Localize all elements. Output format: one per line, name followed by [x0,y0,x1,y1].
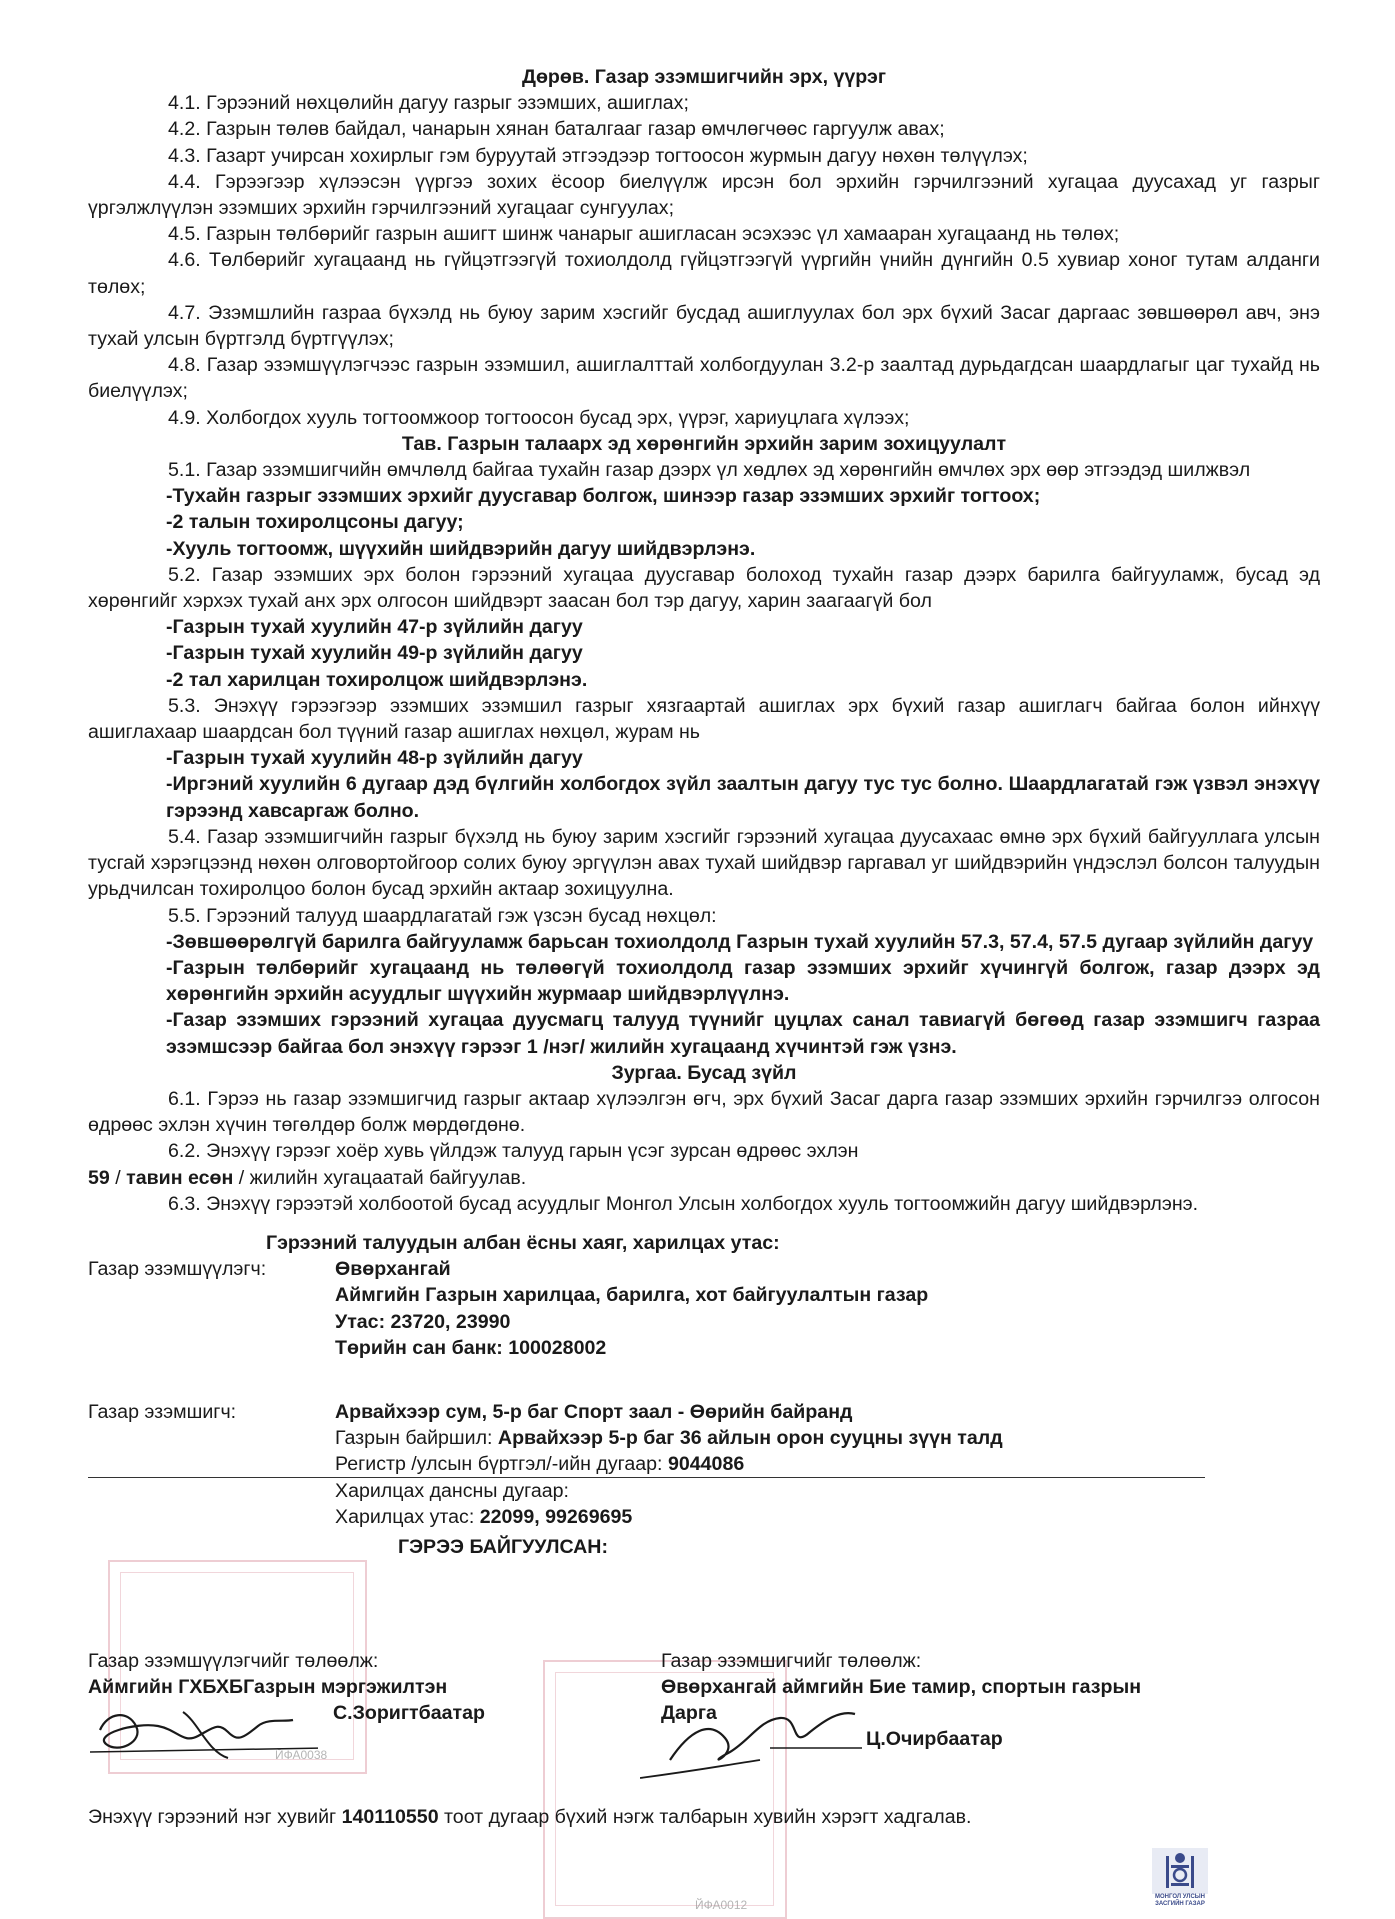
item-4-5: 4.5. Газрын төлбөрийг газрын ашигт шинж чанарыг ашигласан эсэхээс үл хамааран хугацаанд нь төлөх; [168,223,1120,246]
item-5-2-bullet: -Газрын тухай хуулийн 49-р зүйлийн дагуу [166,642,583,665]
item-5-1-bullet: -Тухайн газрыг эзэмших эрхийг дуусгавар болгож, шинээр газар эзэмших эрхийг тогтоох; [166,485,1041,508]
grantor-name: Өвөрхангай [335,1258,451,1281]
item-4-4: 4.4. Гэрээгээр хүлээсэн үүргээ зохих ёсоор биелүүлж ирсэн бол эрхийн гэрчилгээний хугацаа дуусахад уг газрыг үргэлжлүүлэн эзэмших эрхийн гэрчилгээний хугацааг сунгуулах; [88,170,1320,220]
stamp-left-code: ЙФА0038 [275,1748,328,1762]
right-name: Ц.Очирбаатар [866,1728,1003,1750]
item-4-7: 4.7. Эзэмшлийн газраа бүхэлд нь буюу зарим хэсгийг бусдад ашиглуулах бол эрх бүхий Засаг даргаас зөвшөөрөл авч, энэ тухай улсын бүртгэлд бүртгүүлэх; [88,301,1320,351]
section5-title: Тав. Газрын талаарх эд хөрөнгийн эрхийн зарим зохицуулалт [401,432,1007,455]
account-number: Харилцах дансны дугаар: [335,1479,569,1502]
logo-caption: МОНГОЛ УЛСЫН ЗАСГИЙН ГАЗАР [1155,1894,1205,1907]
holder-address: Арвайхээр сум, 5-р баг Спорт заал - Өөрийн байранд [335,1400,853,1423]
soyombo-emblem-icon [1152,1848,1208,1894]
holder-label: Газар эзэмшигч: [88,1400,237,1423]
contacts-title: Гэрээний талуудын албан ёсны хаяг, харилцах утас: [266,1231,780,1254]
item-5-3: 5.3. Энэхүү гэрээгээр эзэмших эзэмшил газрыг хязгаартай ашиглах эрх бүхий газар ашиглагч байгаа болон ийнхүү ашиглахаар шаардсан бол түүний газар ашиглах нөхцөл, журам нь [88,694,1320,744]
register-number: Регистр /улсын бүртгэл/-ийн дугаар: 9044086 [335,1453,745,1476]
section6-title: Зургаа. Бусад зүйл [611,1061,797,1084]
item-5-2-bullet: -Газрын тухай хуулийн 47-р зүйлийн дагуу [166,616,583,639]
right-org: Өвөрхангай аймгийн Бие тамир, спортын газрын [661,1676,1142,1698]
grantor-label: Газар эзэмшүүлэгч: [88,1258,267,1281]
item-5-3-bullet: -Иргэний хуулийн 6 дугаар дэд бүлгийн холбогдох зүйл заалтын дагуу тус тус болно. Шаардлагатай гэж үзвэл энэхүү гэрээнд хавсаргаж болно. [166,773,1320,822]
item-5-5-bullet: -Газрын төлбөрийг хугацаанд нь төлөөгүй тохиолдолд газар эзэмших эрхийг хүчингүй болгож, газар дээрх эд хөрөнгийн эрхийн асуудлыг шүүхийн журмаар шийдвэрлүүлнэ. [166,956,1320,1006]
item-5-5: 5.5. Гэрээний талууд шаардлагатай гэж үзсэн бусад нөхцөл: [168,904,717,927]
grantor-org: Аймгийн Газрын харилцаа, барилга, хот байгуулалтын газар [335,1284,929,1307]
contract-body [88,64,1320,1560]
grantor-bank: Төрийн сан банк: 100028002 [335,1336,607,1359]
item-6-2: 6.2. Энэхүү гэрээг хоёр хувь үйлдэж талууд гарын үсэг зурсан өдрөөс эхлэн [168,1140,859,1163]
left-name: С.Зоригтбаатар [333,1702,485,1724]
item-4-2: 4.2. Газрын төлөв байдал, чанарын хянан баталгааг газар өмчлөгчөөс гаргуулж авах; [168,118,945,141]
grantor-phone: Утас: 23720, 23990 [335,1310,511,1333]
signatures-title: ГЭРЭЭ БАЙГУУЛСАН: [398,1535,608,1558]
grantor-row [88,1256,1320,1282]
item-5-1-bullet: -Хууль тогтоомж, шүүхийн шийдвэрийн дагуу шийдвэрлэнэ. [166,537,756,560]
divider [88,1477,1205,1478]
land-location: Газрын байршил: Арвайхээр 5-р баг 36 айлын орон сууцны зүүн талд [335,1427,1003,1450]
item-5-3-bullet: -Газрын тухай хуулийн 48-р зүйлийн дагуу [166,747,583,770]
holder-row [88,1399,1320,1425]
item-6-3: 6.3. Энэхүү гэрээтэй холбоотой бусад асуудлыг Монгол Улсын холбогдох хууль тогтоомжийн дагуу шийдвэрлэнэ. [168,1192,1199,1215]
left-signature-scribble [88,1692,318,1772]
item-5-2: 5.2. Газар эзэмших эрх болон гэрээний хугацаа дуусгавар болоход тухайн газар дээрх барилга байгууламж, бусад эд хөрөнгийг хэрхэх тухай анх эрх олгосон шийдвэрт заасан бол тэр дагуу, харин заагаагүй бол [88,563,1320,613]
item-5-2-bullet: -2 тал харилцан тохиролцож шийдвэрлэнэ. [166,668,588,691]
right-role: Газар эзэмшигчийг төлөөлж: [661,1650,922,1672]
item-4-1: 4.1. Гэрээний нөхцөлийн дагуу газрыг эзэмших, ашиглах; [168,92,689,115]
item-5-5-bullet: -Газар эзэмших гэрээний хугацаа дуусмагц талууд түүнийг цуцлах санал тавиагүй бөгөөд газар эзэмшигч газраа эзэмшсээр байгаа бол энэхүү гэрээг 1 /нэг/ жилийн хугацаанд хүчинтэй гэж үзнэ. [166,1009,1320,1058]
right-signature-scribble [640,1690,870,1785]
item-6-2-term: 59 / тавин есөн / жилийн хугацаатай байгуулав. [88,1166,527,1189]
item-4-3: 4.3. Газарт учирсан хохирлыг гэм буруутай этгээдээр тогтоосон журмын дагуу нөхөн төлүүлэх; [168,144,1028,167]
section4-title: Дөрөв. Газар эзэмшигчийн эрх, үүрэг [521,66,886,88]
item-5-5-bullet: -Зөвшөөрөлгүй барилга байгууламж барьсан тохиолдолд Газрын тухай хуулийн 57.3, 57.4, 57.5 дугаар зүйлийн дагуу [166,930,1314,953]
item-5-1: 5.1. Газар эзэмшигчийн өмчлөлд байгаа тухайн газар дээрх үл хөдлөх эд хөрөнгийн өмчлөх эрх өөр этгээдэд шилжвэл [168,459,1251,482]
government-logo [1152,1848,1208,1916]
item-5-4: 5.4. Газар эзэмшигчийн газрыг бүхэлд нь буюу зарим хэсгийг гэрээний хугацаа дуусахаас өмнө эрх бүхий байгууллага улсын тусгай хэрэгцээнд нөхөн олговортойгоор солих буюу эргүүлэн авах тухай шийдвэр гаргавал уг шийдвэрийн үндэслэл болсон талуудын урьдчилсан тохиролцоо болон бусад эрхийн актаар зохицуулна. [88,825,1320,901]
item-4-8: 4.8. Газар эзэмшүүлэгчээс газрын эзэмшил, ашиглалттай холбогдуулан 3.2-р заалтад дурьдагдсан шаардлагыг цаг тухайд нь биелүүлэх; [88,354,1320,403]
item-4-9: 4.9. Холбогдох хууль тогтоомжоор тогтоосон бусад эрх, үүрэг, хариуцлага хүлээх; [168,406,910,429]
right-title: Дарга [661,1702,717,1724]
stamp-right-code: ЙФА0012 [695,1898,748,1912]
item-6-1: 6.1. Гэрээ нь газар эзэмшигчид газрыг актаар хүлээлгэн өгч, эрх бүхий Засаг дарга газар эзэмших эрхийн гэрчилгээ олгосон өдрөөс эхлэн хүчин төгөлдөр болж мөрдөгдөнө. [88,1087,1320,1137]
holder-phone: Харилцах утас: 22099, 99269695 [335,1505,633,1528]
item-5-1-bullet: -2 талын тохиролцсоны дагуу; [166,511,464,534]
left-role: Газар эзэмшүүлэгчийг төлөөлж: [88,1650,379,1672]
footer-note: Энэхүү гэрээний нэг хувийг 140110550 тоот дугаар бүхий нэгж талбарын хувийн хэрэгт хадгалав. [88,1806,972,1828]
left-org: Аймгийн ГХБХБГазрын мэргэжилтэн [88,1676,448,1698]
item-4-6: 4.6. Төлбөрийг хугацаанд нь гүйцэтгээгүй тохиолдолд гүйцэтгээгүй үүргийн үнийн дүнгийн 0.5 хувиар хоног тутам алданги төлөх; [88,249,1320,298]
